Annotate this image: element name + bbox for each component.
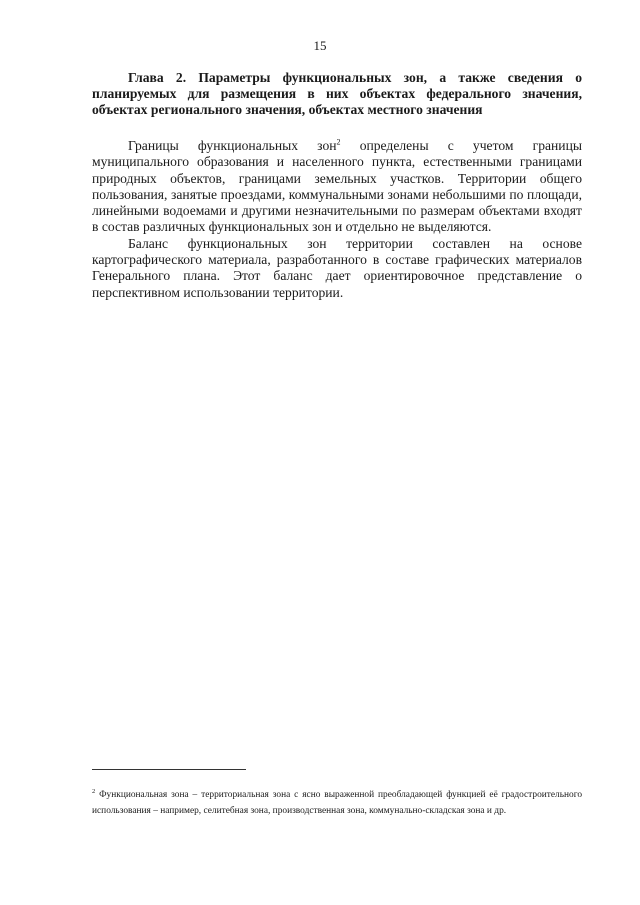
page-content <box>92 70 582 301</box>
paragraph-text-start: Границы функциональных зон <box>128 138 337 153</box>
chapter-heading: Глава 2. Параметры функциональных зон, а также сведения о планируемых для размещения в них объектах федерального значения, объектах регионального значения, объектах местного значения <box>92 70 582 117</box>
page-number: 15 <box>313 38 327 53</box>
paragraph-zone-balance: Баланс функциональных зон территории составлен на основе картографического материала, разработанного в составе графических материалов Генерального плана. Этот баланс дает ориентировочное представление о перспективном использовании территории. <box>92 235 582 300</box>
footnote-separator <box>92 769 246 770</box>
footnote-marker: 2 <box>92 787 96 795</box>
footnote <box>92 787 582 819</box>
footnote-text: Функциональная зона – территориальная зона с ясно выраженной преобладающей функцией её градостроительного использования – например, селитебная зона, производственная зона, коммунально-складская зона и др. <box>92 790 582 816</box>
paragraph-text-end: определены с учетом границы муниципального образования и населенного пункта, естественными границами природных объектов, границами земельных участков. Территории общего пользования, занятые проездами, коммунальными зонами небольшими по площади, линейными водоемами и другими незначительными по размерам объектами входят в состав различных функциональных зон и отдельно не выделяются. <box>92 138 582 235</box>
paragraph-zone-boundaries <box>92 138 582 236</box>
footnote-reference[interactable]: 2 <box>336 137 341 147</box>
